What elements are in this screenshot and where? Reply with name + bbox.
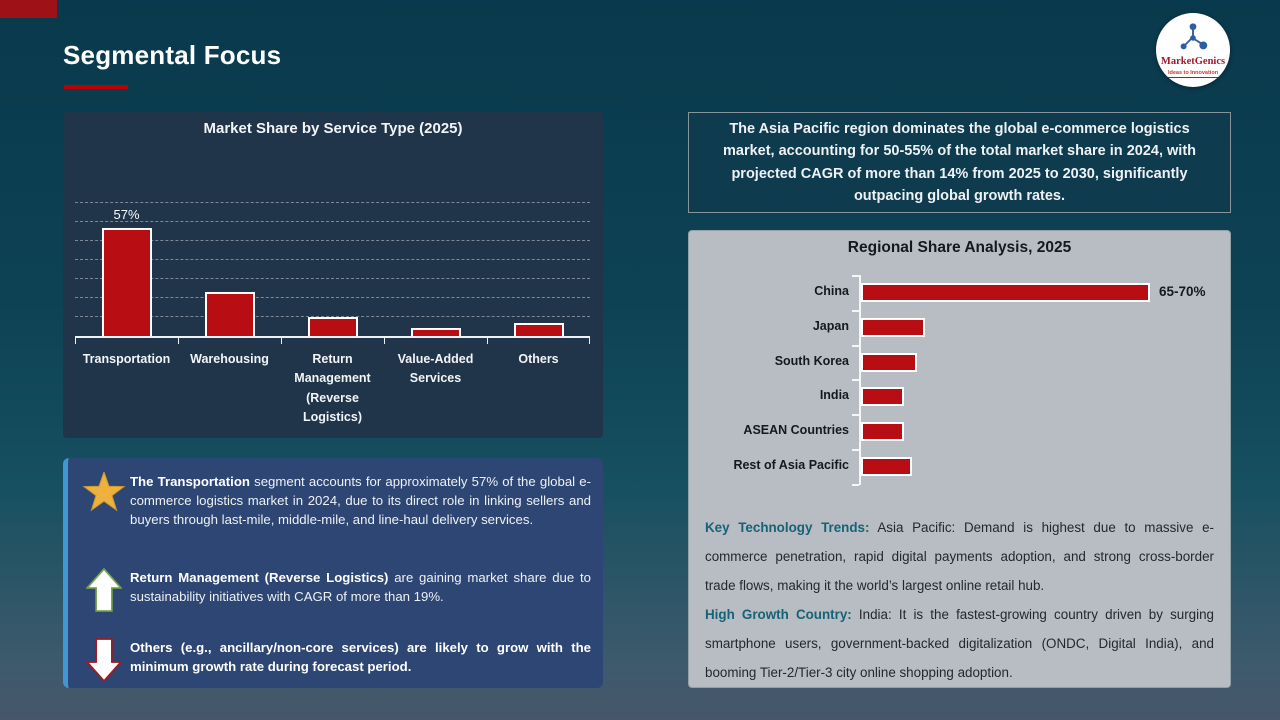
note-key-technology-trends	[705, 513, 1214, 600]
bar-warehousing	[205, 292, 255, 336]
gridline	[75, 202, 590, 203]
bar-asean-countries	[861, 422, 904, 441]
bar-others	[514, 323, 564, 336]
category-label-return-management-reverse-logistics: Return Management (Reverse Logistics)	[294, 352, 371, 425]
callout-text	[130, 638, 591, 682]
title-underline	[64, 85, 128, 89]
axis-tick	[487, 338, 488, 344]
category-label-value-added-services: Value-Added Services	[397, 352, 474, 386]
logo-brand-text: MarketGenics	[1160, 56, 1226, 68]
category-label-transportation: Transportation	[82, 352, 171, 366]
axis-tick	[75, 338, 76, 344]
insights-callout-box	[63, 458, 603, 688]
down-arrow-icon	[78, 638, 130, 682]
axis-tick	[589, 338, 590, 344]
service-chart-category-axis	[75, 350, 590, 428]
service-type-chart-panel	[63, 112, 603, 438]
regional-notes	[705, 513, 1214, 687]
corner-accent-bar	[0, 0, 57, 18]
category-label-japan: Japan	[812, 318, 849, 333]
bar-china	[861, 283, 1150, 302]
apac-highlight-text: The Asia Pacific region dominates the global e-commerce logistics market, accounting for 50-55% of the total market share in 2024, with projected CAGR of more than 14% from 2025 to 2030, significantly outpacing global growth rates.	[723, 120, 1196, 204]
category-label-rest-of-asia-pacific: Rest of Asia Pacific	[733, 458, 849, 472]
axis-tick	[852, 414, 859, 416]
category-label-others: Others	[518, 352, 559, 366]
note-lead-text: High Growth Country:	[705, 607, 852, 622]
callout-item-return-management	[78, 568, 591, 612]
note-body-text: Asia Pacific: Demand is highest due to massive e-commerce penetration, rapid digital payments adoption, and strong cross-border trade flows, making it the world’s largest online retail hub.	[705, 520, 1214, 593]
callout-item-others	[78, 638, 591, 682]
gridline	[75, 297, 590, 298]
callout-item-transportation	[78, 472, 591, 529]
molecule-icon	[1174, 22, 1212, 57]
callout-bold-text: Return Management (Reverse Logistics)	[130, 570, 389, 585]
category-label-india: India	[819, 388, 849, 403]
regional-share-panel	[688, 230, 1231, 688]
regional-chart-title: Regional Share Analysis, 2025	[847, 239, 1072, 256]
axis-tick	[281, 338, 282, 344]
category-label-china: China	[814, 284, 849, 298]
page-title: Segmental Focus	[63, 40, 282, 70]
company-logo	[1156, 13, 1230, 87]
bar-india	[861, 387, 904, 406]
service-chart-title: Market Share by Service Type (2025)	[203, 120, 463, 137]
callout-rest-text: segment accounts for approximately 57% of the global e-commerce logistics market in 2024, due to its direct role in linking sellers and buyers through last-mile, middle-mile, and line-haul delivery services.	[130, 474, 591, 527]
axis-tick	[852, 484, 859, 486]
category-label-south-korea: South Korea	[774, 353, 849, 368]
axis-tick	[852, 345, 859, 347]
note-lead-text: Key Technology Trends:	[705, 520, 870, 535]
category-label-asean-countries: ASEAN Countries	[743, 423, 849, 438]
regional-chart-axis-line	[859, 275, 861, 485]
star-icon	[78, 472, 130, 529]
bar-return-management-reverse-logistics	[308, 317, 358, 336]
axis-tick	[384, 338, 385, 344]
axis-tick	[852, 379, 859, 381]
regional-chart-plot-area	[689, 231, 1230, 503]
bar-japan	[861, 318, 925, 337]
gridline	[75, 278, 590, 279]
category-label-warehousing: Warehousing	[190, 352, 269, 366]
bar-transportation	[102, 228, 152, 336]
bar-rest-of-asia-pacific	[861, 457, 912, 476]
bar-value-label: 57%	[113, 207, 140, 222]
axis-tick	[852, 449, 859, 451]
callout-text	[130, 568, 591, 612]
axis-tick	[852, 310, 859, 312]
logo-tagline-text: Ideas to Innovation	[1167, 69, 1219, 76]
callout-bold-text: Others (e.g., ancillary/non-core services) are likely to grow with the minimum growth rate during forecast period.	[130, 640, 591, 674]
callout-text	[130, 472, 591, 529]
axis-tick	[178, 338, 179, 344]
gridline	[75, 259, 590, 260]
bar-value-added-services	[411, 328, 461, 336]
up-arrow-icon	[78, 568, 130, 612]
service-chart-plot-area	[75, 112, 590, 338]
callout-rest-text: are gaining market share due to sustainability initiatives with CAGR of more than 19%.	[130, 570, 591, 604]
bar-south-korea	[861, 353, 917, 372]
note-body-text: India: It is the fastest-growing country driven by surging smartphone users, government-backed digitalization (ONDC, Digital India), and booming Tier-2/Tier-3 city online shopping adoption.	[705, 607, 1214, 680]
bar-value-label: 65-70%	[1159, 284, 1206, 299]
apac-highlight-box	[688, 112, 1231, 213]
gridline	[75, 240, 590, 241]
axis-tick	[852, 275, 859, 277]
note-high-growth-country	[705, 600, 1214, 687]
callout-bold-text: The Transportation	[130, 474, 250, 489]
